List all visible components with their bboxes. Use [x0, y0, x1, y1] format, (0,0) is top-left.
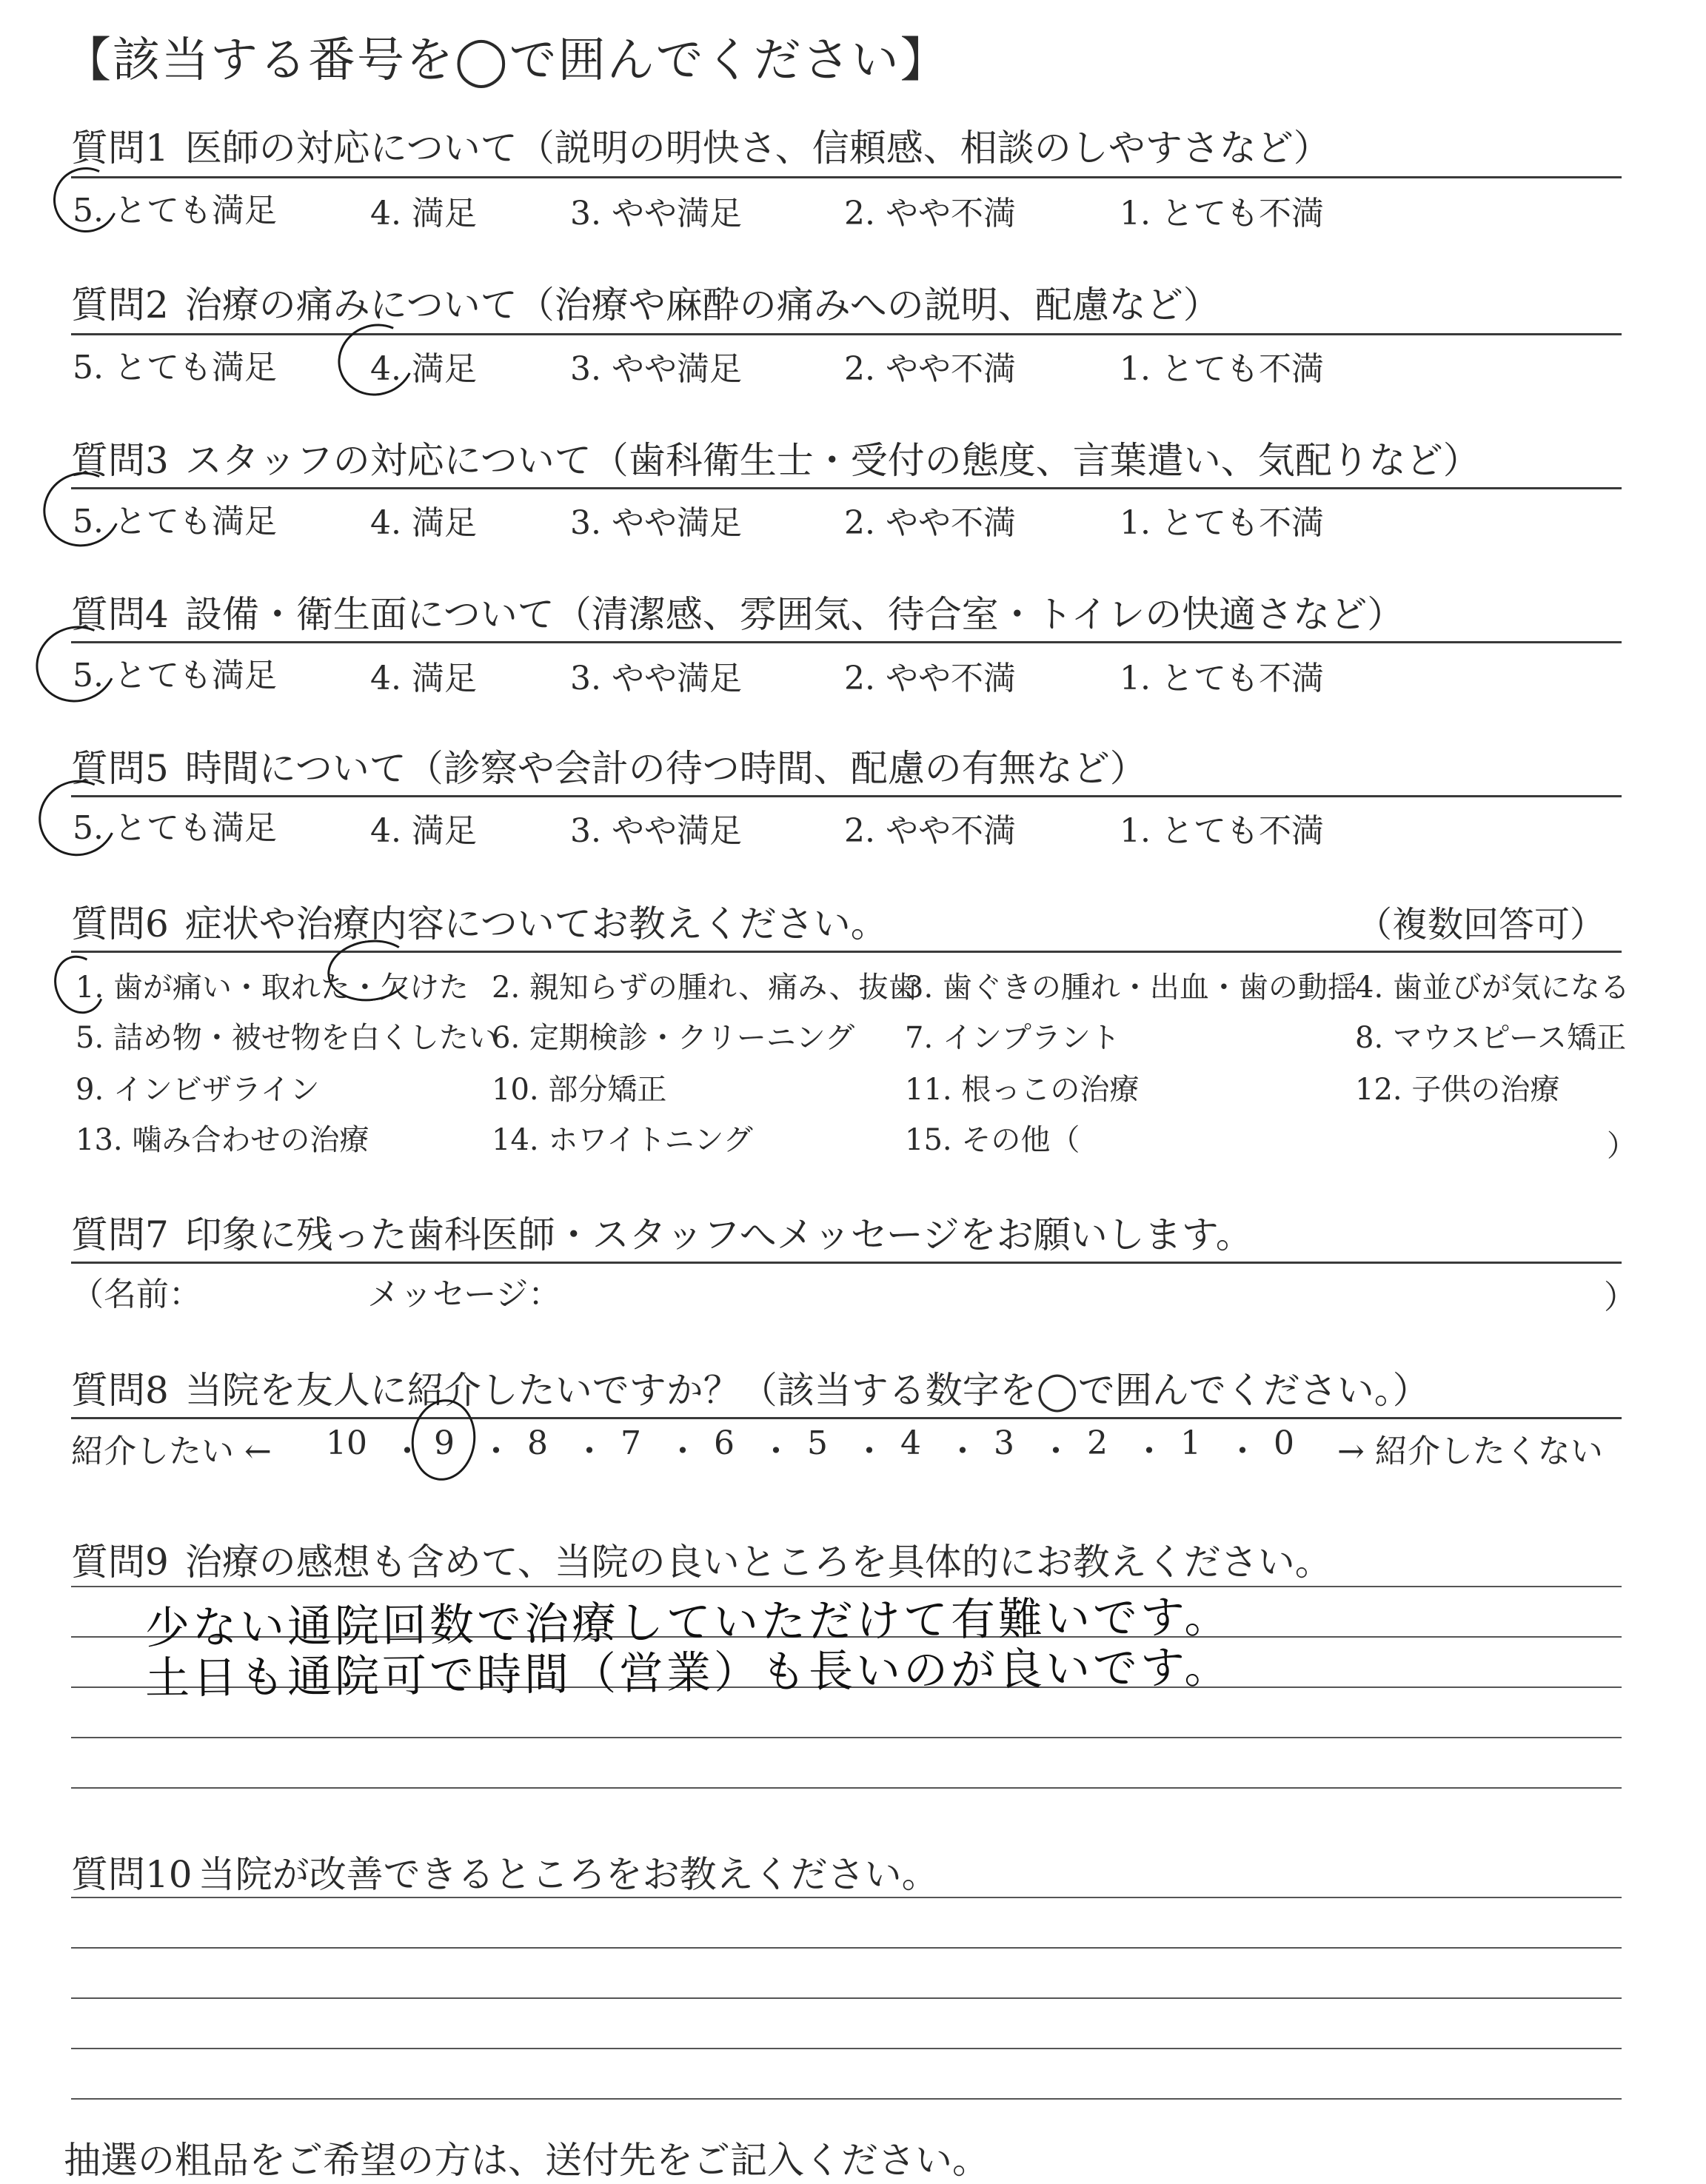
q7-close-paren: ） [1604, 1279, 1636, 1316]
q4-option-2[interactable]: 2. やや不満 [844, 660, 1016, 697]
q6-option-1[interactable]: 1. 歯が痛い・取れた・欠けた [76, 971, 469, 1005]
scale-dot: ・ [666, 1433, 699, 1470]
scale-dot: ・ [1226, 1433, 1259, 1470]
q8-scale-8[interactable]: 8 [527, 1424, 548, 1462]
q6-option-11[interactable]: 11. 根っこの治療 [905, 1073, 1140, 1107]
q8-scale-2[interactable]: 2 [1087, 1424, 1108, 1462]
divider [71, 333, 1622, 335]
q8-scale-0[interactable]: 0 [1274, 1424, 1294, 1462]
q1-option-1[interactable]: 1. とても不満 [1120, 195, 1324, 232]
q5-option-1[interactable]: 1. とても不満 [1120, 812, 1324, 850]
divider [71, 951, 1622, 953]
q6-option-10[interactable]: 10. 部分矯正 [492, 1073, 667, 1107]
q6-option-7[interactable]: 7. インプラント [905, 1021, 1120, 1055]
q6-selection-circle-1 [46, 948, 112, 1021]
question-3-title: 質問3 スタッフの対応について（歯科衛生士・受付の態度、言葉遣い、気配りなど） [71, 439, 1480, 482]
q10-answer-field[interactable] [71, 1903, 1622, 2098]
answer-line [71, 1787, 1622, 1789]
question-10-title: 質問10 当院が改善できるところをお教えください。 [71, 1853, 939, 1896]
q9-handwritten-answer-line-2[interactable]: 土日も通院可で時間（営業）も長いのが良いです。 [144, 1641, 1232, 1705]
q5-option-5[interactable]: 5. とても満足 [73, 809, 277, 847]
scale-dot: ・ [853, 1433, 886, 1470]
scale-dot: ・ [760, 1433, 792, 1470]
question-6-title: 質問6 症状や治療内容についてお教えください。 [71, 902, 888, 945]
q8-scale-10[interactable]: 10 [326, 1424, 367, 1462]
question-8-title: 質問8 当院を友人に紹介したいですか？（該当する数字を◯で囲んでください。） [71, 1369, 1430, 1412]
q4-option-1[interactable]: 1. とても不満 [1120, 660, 1324, 697]
q9-handwritten-answer-line-1[interactable]: 少ない通院回数で治療していただけて有難いです。 [144, 1591, 1232, 1655]
q2-option-4[interactable]: 4. 満足 [370, 350, 477, 388]
q3-option-4[interactable]: 4. 満足 [370, 504, 477, 542]
q1-option-3[interactable]: 3. やや満足 [570, 195, 742, 232]
q8-scale-5[interactable]: 5 [807, 1424, 828, 1462]
q6-option-6[interactable]: 6. 定期検診・クリーニング [492, 1021, 855, 1055]
q3-option-5[interactable]: 5. とても満足 [73, 503, 277, 540]
answer-line [71, 1897, 1622, 1898]
q7-message-field[interactable] [592, 1267, 1585, 1309]
q2-option-3[interactable]: 3. やや満足 [570, 350, 742, 388]
divider [71, 487, 1622, 489]
q8-left-label: 紹介したい ← [71, 1433, 272, 1470]
q8-scale-7[interactable]: 7 [620, 1424, 641, 1462]
scale-dot: ・ [573, 1433, 606, 1470]
q5-option-4[interactable]: 4. 満足 [370, 812, 477, 850]
divider [71, 1417, 1622, 1419]
footer-cutoff-text: 抽選の粗品をご希望の方は、送付先をご記入ください。 [64, 2139, 989, 2182]
scale-dot: ・ [480, 1433, 512, 1470]
q6-other-close-paren: ） [1607, 1129, 1636, 1163]
scale-dot: ・ [1040, 1433, 1072, 1470]
scale-dot: ・ [946, 1433, 979, 1470]
q2-option-2[interactable]: 2. やや不満 [844, 350, 1016, 388]
answer-line [71, 2098, 1622, 2100]
q3-option-1[interactable]: 1. とても不満 [1120, 504, 1324, 542]
q6-option-3[interactable]: 3. 歯ぐきの腫れ・出血・歯の動揺 [905, 971, 1357, 1005]
scale-dot: ・ [1133, 1433, 1165, 1470]
q1-option-4[interactable]: 4. 満足 [370, 195, 477, 232]
divider [71, 641, 1622, 643]
q4-option-5[interactable]: 5. とても満足 [73, 657, 277, 694]
q1-option-2[interactable]: 2. やや不満 [844, 195, 1016, 232]
q6-option-9[interactable]: 9. インビザライン [76, 1073, 320, 1107]
q4-option-3[interactable]: 3. やや満足 [570, 660, 742, 697]
q6-option-5[interactable]: 5. 詰め物・被せ物を白くしたい [76, 1021, 498, 1055]
q6-option-14[interactable]: 14. ホワイトニング [492, 1123, 753, 1157]
q8-scale-6[interactable]: 6 [714, 1424, 735, 1462]
question-2-title: 質問2 治療の痛みについて（治療や麻酔の痛みへの説明、配慮など） [71, 284, 1220, 326]
q8-right-label: → 紹介したくない [1337, 1433, 1603, 1470]
question-4-title: 質問4 設備・衛生面について（清潔感、雰囲気、待合室・トイレの快適さなど） [71, 593, 1405, 636]
scale-dot: ・ [391, 1433, 424, 1470]
q6-option-12[interactable]: 12. 子供の治療 [1355, 1073, 1560, 1107]
q3-option-3[interactable]: 3. やや満足 [570, 504, 742, 542]
q6-option-8[interactable]: 8. マウスピース矯正 [1355, 1021, 1627, 1055]
question-5-title: 質問5 時間について（診察や会計の待つ時間、配慮の有無など） [71, 747, 1147, 790]
q6-option-2[interactable]: 2. 親知らずの腫れ、痛み、抜歯 [492, 971, 918, 1005]
answer-line [71, 1737, 1622, 1738]
q6-option-4[interactable]: 4. 歯並びが気になる [1355, 971, 1630, 1005]
q6-option-15[interactable]: 15. その他（ [905, 1123, 1080, 1157]
q7-message-label: メッセージ： [367, 1276, 561, 1313]
q8-scale-3[interactable]: 3 [994, 1424, 1014, 1462]
q2-option-1[interactable]: 1. とても不満 [1120, 350, 1324, 388]
divider [71, 176, 1622, 178]
divider [71, 795, 1622, 797]
q8-scale-4[interactable]: 4 [900, 1424, 921, 1462]
q3-option-2[interactable]: 2. やや不満 [844, 504, 1016, 542]
q2-option-5[interactable]: 5. とても満足 [73, 349, 277, 386]
q1-option-5[interactable]: 5. とても満足 [73, 192, 277, 230]
q6-multiple-note: （複数回答可） [1357, 904, 1606, 945]
q5-option-3[interactable]: 3. やや満足 [570, 812, 742, 850]
divider [71, 1262, 1622, 1264]
q8-scale-1[interactable]: 1 [1180, 1424, 1201, 1462]
q4-option-4[interactable]: 4. 満足 [370, 660, 477, 697]
q6-option-13[interactable]: 13. 噛み合わせの治療 [76, 1123, 369, 1157]
question-1-title: 質問1 医師の対応について（説明の明快さ、信頼感、相談のしやすさなど） [71, 127, 1331, 170]
question-9-title: 質問9 治療の感想も含めて、当院の良いところを具体的にお教えください。 [71, 1541, 1332, 1584]
question-7-title: 質問7 印象に残った歯科医師・スタッフへメッセージをお願いします。 [71, 1213, 1253, 1256]
q5-option-2[interactable]: 2. やや不満 [844, 812, 1016, 850]
q7-name-label: （名前： [71, 1276, 201, 1313]
page-header: 【該当する番号を◯で囲んでください】 [64, 33, 949, 88]
q8-scale-9[interactable]: 9 [434, 1424, 455, 1462]
